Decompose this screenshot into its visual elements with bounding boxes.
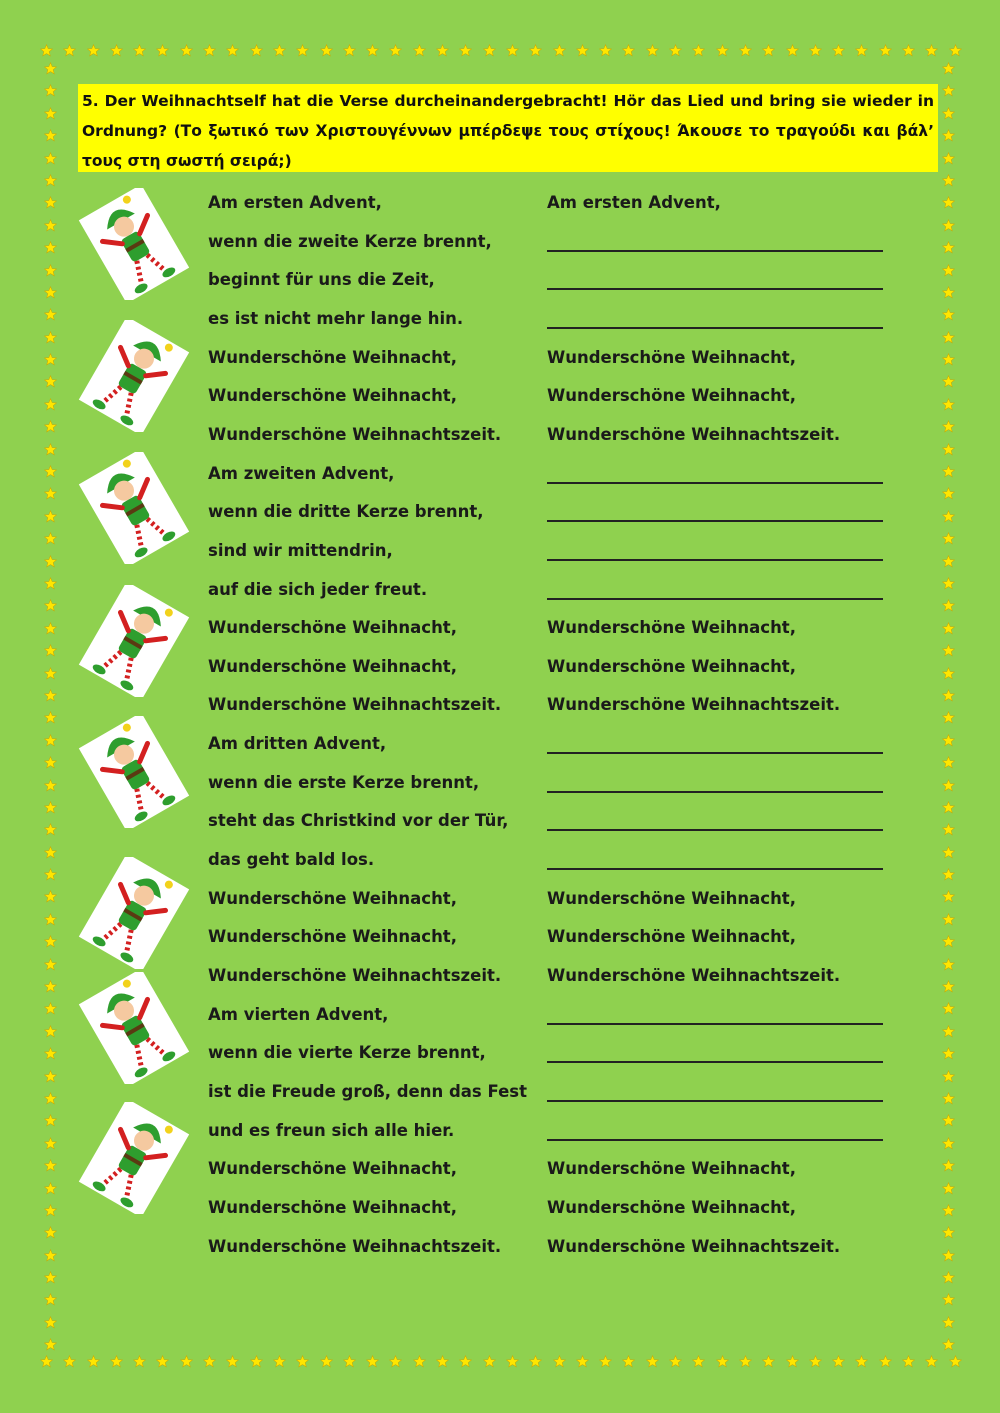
star-icon — [44, 801, 57, 814]
star-icon — [942, 935, 955, 948]
star-icon — [180, 44, 193, 57]
verse-line: Wunderschöne Weihnachtszeit. — [208, 1236, 502, 1256]
star-icon — [44, 667, 57, 680]
star-icon — [942, 532, 955, 545]
star-icon — [44, 487, 57, 500]
star-icon — [44, 1204, 57, 1217]
star-icon — [296, 44, 309, 57]
star-icon — [44, 868, 57, 881]
star-icon — [942, 1271, 955, 1284]
verse-line: auf die sich jeder freut. — [208, 579, 428, 599]
elf-icon — [78, 972, 190, 1084]
star-icon — [529, 1355, 542, 1368]
star-icon — [44, 1092, 57, 1105]
verse-line: Wunderschöne Weihnacht, — [208, 656, 457, 676]
star-icon — [156, 1355, 169, 1368]
star-icon — [832, 44, 845, 57]
star-icon — [855, 1355, 868, 1368]
star-icon — [44, 1002, 57, 1015]
answer-blank[interactable] — [547, 288, 883, 290]
star-icon — [942, 152, 955, 165]
star-icon — [942, 689, 955, 702]
star-icon — [389, 44, 402, 57]
star-icon — [942, 1025, 955, 1038]
star-icon — [44, 823, 57, 836]
verse-line: Wunderschöne Weihnachtszeit. — [208, 424, 502, 444]
star-icon — [762, 1355, 775, 1368]
star-icon — [44, 1271, 57, 1284]
answer-blank[interactable] — [547, 829, 883, 831]
answer-line: Wunderschöne Weihnachtszeit. — [547, 695, 841, 715]
star-icon — [942, 846, 955, 859]
star-icon — [942, 331, 955, 344]
star-icon — [942, 219, 955, 232]
star-icon — [942, 1159, 955, 1172]
verse-line: Wunderschöne Weihnacht, — [208, 1159, 457, 1179]
star-icon — [40, 44, 53, 57]
star-icon — [87, 1355, 100, 1368]
verse-line: wenn die erste Kerze brennt, — [208, 772, 480, 792]
star-icon — [553, 1355, 566, 1368]
star-icon — [942, 353, 955, 366]
star-icon — [762, 44, 775, 57]
star-border-top — [40, 44, 962, 60]
star-icon — [44, 331, 57, 344]
star-icon — [44, 443, 57, 456]
star-icon — [44, 308, 57, 321]
star-icon — [942, 1070, 955, 1083]
star-icon — [44, 1070, 57, 1083]
star-icon — [44, 756, 57, 769]
star-icon — [273, 1355, 286, 1368]
star-icon — [44, 935, 57, 948]
answer-blank[interactable] — [547, 598, 883, 600]
star-icon — [942, 1137, 955, 1150]
answer-blank[interactable] — [547, 327, 883, 329]
verse-line: Am dritten Advent, — [208, 734, 387, 754]
star-icon — [44, 398, 57, 411]
star-icon — [902, 1355, 915, 1368]
verse-line: Wunderschöne Weihnacht, — [208, 888, 457, 908]
star-icon — [44, 599, 57, 612]
star-icon — [459, 44, 472, 57]
star-icon — [692, 1355, 705, 1368]
star-icon — [942, 241, 955, 254]
star-icon — [942, 599, 955, 612]
star-icon — [44, 846, 57, 859]
star-icon — [296, 1355, 309, 1368]
star-icon — [942, 107, 955, 120]
star-icon — [942, 487, 955, 500]
star-icon — [739, 1355, 752, 1368]
star-icon — [506, 1355, 519, 1368]
star-icon — [942, 823, 955, 836]
star-icon — [44, 510, 57, 523]
star-icon — [320, 1355, 333, 1368]
star-icon — [669, 1355, 682, 1368]
star-icon — [942, 286, 955, 299]
star-icon — [622, 1355, 635, 1368]
star-icon — [44, 577, 57, 590]
verse-line: steht das Christkind vor der Tür, — [208, 811, 509, 831]
answer-line: Am ersten Advent, — [547, 193, 721, 212]
answer-line: Wunderschöne Weihnacht, — [547, 656, 796, 676]
verse-line: Wunderschöne Weihnachtszeit. — [208, 966, 502, 985]
star-icon — [942, 398, 955, 411]
star-icon — [44, 644, 57, 657]
star-icon — [942, 555, 955, 568]
elf-icon — [78, 452, 190, 564]
verse-line: das geht bald los. — [208, 850, 375, 870]
star-icon — [879, 1355, 892, 1368]
star-icon — [942, 1316, 955, 1329]
star-icon — [44, 1293, 57, 1306]
star-icon — [44, 622, 57, 635]
elf-icon — [78, 320, 190, 432]
verse-line: sind wir mittendrin, — [208, 540, 393, 560]
star-icon — [63, 44, 76, 57]
verse-line: Wunderschöne Weihnacht, — [208, 927, 457, 947]
answer-blank[interactable] — [547, 1139, 883, 1141]
star-icon — [949, 44, 962, 57]
star-icon — [133, 44, 146, 57]
star-icon — [44, 1316, 57, 1329]
verse-line: wenn die dritte Kerze brennt, — [208, 502, 484, 522]
star-icon — [44, 711, 57, 724]
star-icon — [942, 1204, 955, 1217]
answer-blank[interactable] — [547, 559, 883, 561]
star-icon — [44, 1114, 57, 1127]
star-icon — [44, 958, 57, 971]
star-icon — [692, 44, 705, 57]
star-icon — [622, 44, 635, 57]
star-icon — [44, 286, 57, 299]
star-icon — [942, 711, 955, 724]
star-icon — [553, 44, 566, 57]
verse-line: wenn die zweite Kerze brennt, — [208, 231, 492, 251]
star-icon — [133, 1355, 146, 1368]
answer-line: Wunderschöne Weihnacht, — [547, 1197, 796, 1217]
verse-line: Am vierten Advent, — [208, 1004, 389, 1024]
star-icon — [203, 44, 216, 57]
verse-line: beginnt für uns die Zeit, — [208, 270, 435, 290]
star-icon — [809, 44, 822, 57]
verse-line: Wunderschöne Weihnachtszeit. — [208, 695, 502, 715]
verse-line: Am zweiten Advent, — [208, 463, 395, 483]
star-icon — [44, 375, 57, 388]
verse-line: Wunderschöne Weihnacht, — [208, 618, 457, 638]
star-icon — [942, 1114, 955, 1127]
star-icon — [459, 1355, 472, 1368]
star-icon — [226, 1355, 239, 1368]
answer-blank[interactable] — [547, 791, 883, 793]
star-icon — [44, 264, 57, 277]
star-icon — [413, 44, 426, 57]
verse-line: ist die Freude groß, denn das Fest — [208, 1081, 527, 1101]
star-icon — [646, 1355, 659, 1368]
star-icon — [942, 1338, 955, 1351]
star-icon — [942, 1293, 955, 1306]
star-icon — [646, 44, 659, 57]
elf-icon — [78, 716, 190, 828]
star-icon — [44, 779, 57, 792]
star-icon — [942, 734, 955, 747]
star-icon — [44, 1047, 57, 1060]
star-icon — [942, 890, 955, 903]
star-icon — [110, 1355, 123, 1368]
star-icon — [716, 44, 729, 57]
instructions-text: 5. Der Weihnachtself hat die Verse durcheinandergebracht! Hör das Lied und bring sie wieder in Ordnung? (Το ξωτικό των Χριστουγέννων μπέρδεψε τους στίχους! Άκουσε το τραγούδι και βάλ’ τους στη σωστή σειρά;) — [82, 92, 934, 170]
star-icon — [942, 174, 955, 187]
star-icon — [63, 1355, 76, 1368]
star-icon — [273, 44, 286, 57]
star-icon — [942, 1249, 955, 1262]
star-icon — [44, 1226, 57, 1239]
star-icon — [44, 196, 57, 209]
star-icon — [44, 1159, 57, 1172]
answer-line: Wunderschöne Weihnacht, — [547, 888, 796, 908]
answer-blank[interactable] — [547, 1100, 883, 1102]
star-icon — [942, 622, 955, 635]
star-icon — [809, 1355, 822, 1368]
star-icon — [716, 1355, 729, 1368]
star-icon — [44, 174, 57, 187]
verse-line: Wunderschöne Weihnacht, — [208, 347, 457, 367]
star-icon — [942, 465, 955, 478]
star-icon — [44, 1338, 57, 1351]
star-icon — [389, 1355, 402, 1368]
answer-line: Wunderschöne Weihnachtszeit. — [547, 1236, 841, 1256]
star-border-bottom — [40, 1355, 962, 1371]
star-icon — [40, 1355, 53, 1368]
star-icon — [44, 1025, 57, 1038]
star-icon — [203, 1355, 216, 1368]
star-icon — [942, 84, 955, 97]
star-icon — [942, 1092, 955, 1105]
star-icon — [942, 196, 955, 209]
verse-line: wenn die vierte Kerze brennt, — [208, 1043, 486, 1063]
star-icon — [942, 1226, 955, 1239]
star-icon — [366, 44, 379, 57]
answer-blank[interactable] — [547, 1023, 883, 1025]
star-icon — [44, 532, 57, 545]
star-icon — [599, 44, 612, 57]
star-icon — [942, 510, 955, 523]
instructions-banner — [78, 84, 938, 172]
star-icon — [942, 779, 955, 792]
star-icon — [942, 1002, 955, 1015]
answer-line: Wunderschöne Weihnachtszeit. — [547, 966, 841, 985]
star-icon — [506, 44, 519, 57]
star-icon — [786, 1355, 799, 1368]
answer-line: Wunderschöne Weihnacht, — [547, 1159, 796, 1179]
star-icon — [942, 667, 955, 680]
star-icon — [942, 801, 955, 814]
star-icon — [855, 44, 868, 57]
star-icon — [44, 353, 57, 366]
star-icon — [949, 1355, 962, 1368]
star-icon — [942, 129, 955, 142]
star-icon — [483, 44, 496, 57]
star-icon — [44, 890, 57, 903]
star-icon — [942, 958, 955, 971]
star-icon — [44, 465, 57, 478]
star-icon — [156, 44, 169, 57]
star-icon — [320, 44, 333, 57]
star-icon — [44, 62, 57, 75]
star-icon — [942, 980, 955, 993]
star-icon — [529, 44, 542, 57]
star-icon — [44, 84, 57, 97]
star-icon — [925, 44, 938, 57]
answer-blank[interactable] — [547, 520, 883, 522]
star-icon — [250, 1355, 263, 1368]
star-border-left — [44, 62, 60, 1352]
verse-line: Am ersten Advent, — [208, 193, 382, 212]
star-icon — [87, 44, 100, 57]
star-icon — [343, 1355, 356, 1368]
star-icon — [226, 44, 239, 57]
star-icon — [44, 913, 57, 926]
star-icon — [44, 129, 57, 142]
star-icon — [942, 420, 955, 433]
elf-icon — [78, 857, 190, 969]
star-icon — [786, 44, 799, 57]
verse-line: Wunderschöne Weihnacht, — [208, 1197, 457, 1217]
star-icon — [44, 420, 57, 433]
star-icon — [483, 1355, 496, 1368]
star-icon — [44, 1137, 57, 1150]
star-icon — [942, 868, 955, 881]
star-icon — [436, 1355, 449, 1368]
star-icon — [343, 44, 356, 57]
verse-line: es ist nicht mehr lange hin. — [208, 308, 464, 328]
star-icon — [576, 1355, 589, 1368]
star-icon — [44, 555, 57, 568]
star-icon — [942, 264, 955, 277]
star-icon — [44, 980, 57, 993]
star-icon — [902, 44, 915, 57]
star-icon — [942, 756, 955, 769]
answer-blank[interactable] — [547, 1061, 883, 1063]
star-icon — [942, 577, 955, 590]
star-border-right — [942, 62, 958, 1352]
answer-line: Wunderschöne Weihnachtszeit. — [547, 424, 841, 444]
star-icon — [44, 1249, 57, 1262]
star-icon — [180, 1355, 193, 1368]
star-icon — [942, 1182, 955, 1195]
star-icon — [942, 308, 955, 321]
answer-line: Wunderschöne Weihnacht, — [547, 347, 796, 367]
answer-blank[interactable] — [547, 250, 883, 252]
star-icon — [942, 1047, 955, 1060]
star-icon — [739, 44, 752, 57]
star-icon — [110, 44, 123, 57]
verse-line: und es freun sich alle hier. — [208, 1120, 455, 1140]
elf-icon — [78, 1102, 190, 1214]
answer-line: Wunderschöne Weihnacht, — [547, 618, 796, 638]
star-icon — [44, 107, 57, 120]
star-icon — [576, 44, 589, 57]
star-icon — [925, 1355, 938, 1368]
star-icon — [599, 1355, 612, 1368]
elf-icon — [78, 188, 190, 300]
star-icon — [942, 443, 955, 456]
star-icon — [942, 913, 955, 926]
star-icon — [436, 44, 449, 57]
star-icon — [44, 241, 57, 254]
star-icon — [413, 1355, 426, 1368]
star-icon — [832, 1355, 845, 1368]
star-icon — [942, 62, 955, 75]
star-icon — [942, 644, 955, 657]
answer-blank[interactable] — [547, 752, 883, 754]
star-icon — [669, 44, 682, 57]
star-icon — [44, 1182, 57, 1195]
star-icon — [366, 1355, 379, 1368]
star-icon — [44, 219, 57, 232]
star-icon — [44, 734, 57, 747]
elf-icon — [78, 585, 190, 697]
star-icon — [44, 689, 57, 702]
star-icon — [942, 375, 955, 388]
answer-line: Wunderschöne Weihnacht, — [547, 386, 796, 406]
star-icon — [879, 44, 892, 57]
verse-line: Wunderschöne Weihnacht, — [208, 386, 457, 406]
star-icon — [44, 152, 57, 165]
answer-blank[interactable] — [547, 868, 883, 870]
answer-blank[interactable] — [547, 482, 883, 484]
star-icon — [250, 44, 263, 57]
answer-line: Wunderschöne Weihnacht, — [547, 927, 796, 947]
